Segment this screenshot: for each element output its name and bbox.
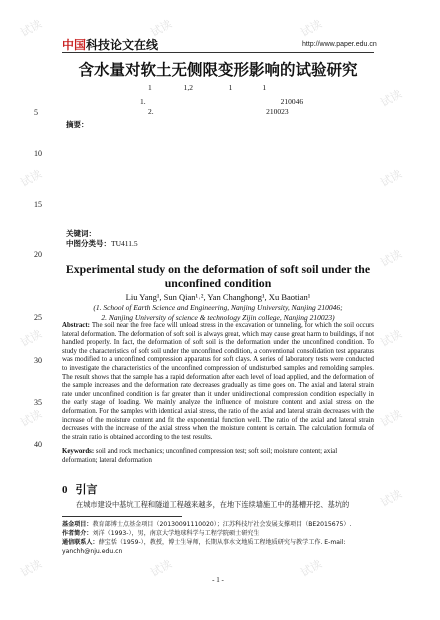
section-title: 引言 [75, 483, 98, 496]
abstract-en [62, 322, 374, 442]
affiliation-en-2: 2. Nanjing University of science & technology Zijin college, Nanjing 210023) [101, 312, 335, 322]
abstract-label-cn: 摘要： [66, 120, 89, 129]
watermark-text: 试读 [378, 487, 405, 510]
footnote-label: 通信联系人： [62, 539, 99, 546]
keywords-text-en: soil and rock mechanics; unconfined compression test; soft soil; moisture content; axial deformation; lateral deformation [62, 448, 338, 464]
section-heading [62, 481, 98, 497]
footnote-text: 刘洋（1993-），男，南京大学地球科学与工程学院硕士研究生 [92, 530, 260, 537]
footnote-funding [62, 520, 374, 529]
paper-title-en: Experimental study on the deformation of soft soil under the unconfined condition [65, 262, 371, 290]
watermark-text: 试读 [18, 557, 45, 580]
footnote-author [62, 529, 374, 538]
watermark-text: 试读 [148, 17, 175, 40]
clc-line [66, 238, 138, 249]
footnotes [62, 520, 374, 556]
watermark-text: 试读 [378, 87, 405, 110]
watermark-text: 试读 [18, 17, 45, 40]
footnote-correspondence [62, 538, 374, 556]
line-number: 5 [34, 108, 38, 117]
affiliation-cn-1: 1. 210046 [140, 97, 304, 106]
line-number: 10 [34, 149, 42, 158]
abstract-text-en: The soil near the free face will unload stress in the excavation or tunneling, for which the soil occurs lateral deformation. The deformation of soft soil is always great, which may cause great harm to buildings, if not handled properly. In fact, the deformation of soft soil is the deformation under the unconfined condition. To study the characteristics of soft soil under the unconfined condition, a conventional consolidation test apparatus was modified to a unconfined compression apparatus for soft clays. A series of laboratory tests were conducted to investigate the characteristics of the unconfined compression of undisturbed samples and remolding samples. The result shows that the sample has a rapid deformation after each level of load applied, and the deformation of the sample increases and the deformation rate decreases gradually as time goes on. The axial and lateral strain rate under unconfined condition is far greater than it under unidirectional compression condition especially in the early stage of loading. We mainly analyze the influence of moisture content and axial stress on the deformation. For the samples with identical axial stress, the ratio of the axial and lateral strain decreases with the increase of the moisture content and fit the exponential function well. The ratio of the axial and lateral strain decreases with the increase of the axial stress when the moisture content is certain. The calculation formula of the strain ratio is obtained according to the test results. [62, 322, 374, 441]
intro-paragraph: 在城市建设中基坑工程和隧道工程越来越多，在地下连续墙施工中的基槽开挖、基坑的 [76, 500, 350, 509]
page-number: - 1 - [212, 576, 224, 584]
section-number: 0 [62, 484, 68, 496]
clc-value: TU411.5 [111, 239, 138, 248]
watermark-text: 试读 [298, 557, 325, 580]
line-number: 25 [34, 313, 42, 322]
watermark-text: 试读 [18, 407, 45, 430]
affiliation-en-1: (1. School of Earth Science and Engineering, Nanjing University, Nanjing 210046; [93, 303, 343, 312]
watermark-text: 试读 [298, 17, 325, 40]
keywords-label-cn: 关键词： [66, 229, 96, 238]
keywords-label-en: Keywords: [62, 448, 95, 455]
watermark-text: 试读 [378, 167, 405, 190]
site-logo[interactable] [62, 36, 158, 53]
footnote-label: 基金项目： [62, 521, 93, 528]
logo-red-text: 中国 [62, 38, 87, 52]
line-number: 40 [34, 440, 42, 449]
paper-title-cn: 含水量对软土无侧限变形影响的试验研究 [78, 61, 358, 79]
authors-cn: 1 1,2 1 1 [148, 83, 267, 92]
watermark-text: 试读 [378, 327, 405, 350]
line-number: 35 [34, 398, 42, 407]
keywords-en [62, 448, 374, 465]
affiliations-en [62, 303, 374, 322]
footnote-text: 教育部博士点基金项目（20130091110020）；江苏科技厅社会发展支撑项目（BE2015675）. [92, 521, 352, 528]
logo-black-text: 科技论文在线 [86, 38, 159, 52]
site-url[interactable]: http://www.paper.edu.cn [302, 41, 377, 48]
watermark-text: 试读 [18, 327, 45, 350]
watermark-text: 试读 [378, 247, 405, 270]
affiliation-cn-2: 2. 210023 [148, 107, 289, 116]
abstract-label-en: Abstract: [62, 322, 90, 329]
footnote-label: 作者简介： [62, 530, 93, 537]
line-number: 15 [34, 200, 42, 209]
line-number: 20 [34, 250, 42, 259]
authors-en: Liu Yang¹, Sun Qian¹˒², Yan Changhong¹, Xu Baotian¹ [125, 292, 311, 302]
footnote-rule [62, 516, 182, 517]
footnote-text: 薛宝恬（1959-），教授，博士生导师，长期从事水文地质工程地质研究与教学工作. E-mail: yanchh@nju.edu.cn [62, 539, 346, 555]
clc-label: 中图分类号： [66, 239, 111, 248]
watermark-text: 试读 [378, 407, 405, 430]
header-rule [62, 52, 374, 53]
watermark-text: 试读 [18, 167, 45, 190]
watermark-text: 试读 [148, 557, 175, 580]
line-number: 30 [34, 356, 42, 365]
